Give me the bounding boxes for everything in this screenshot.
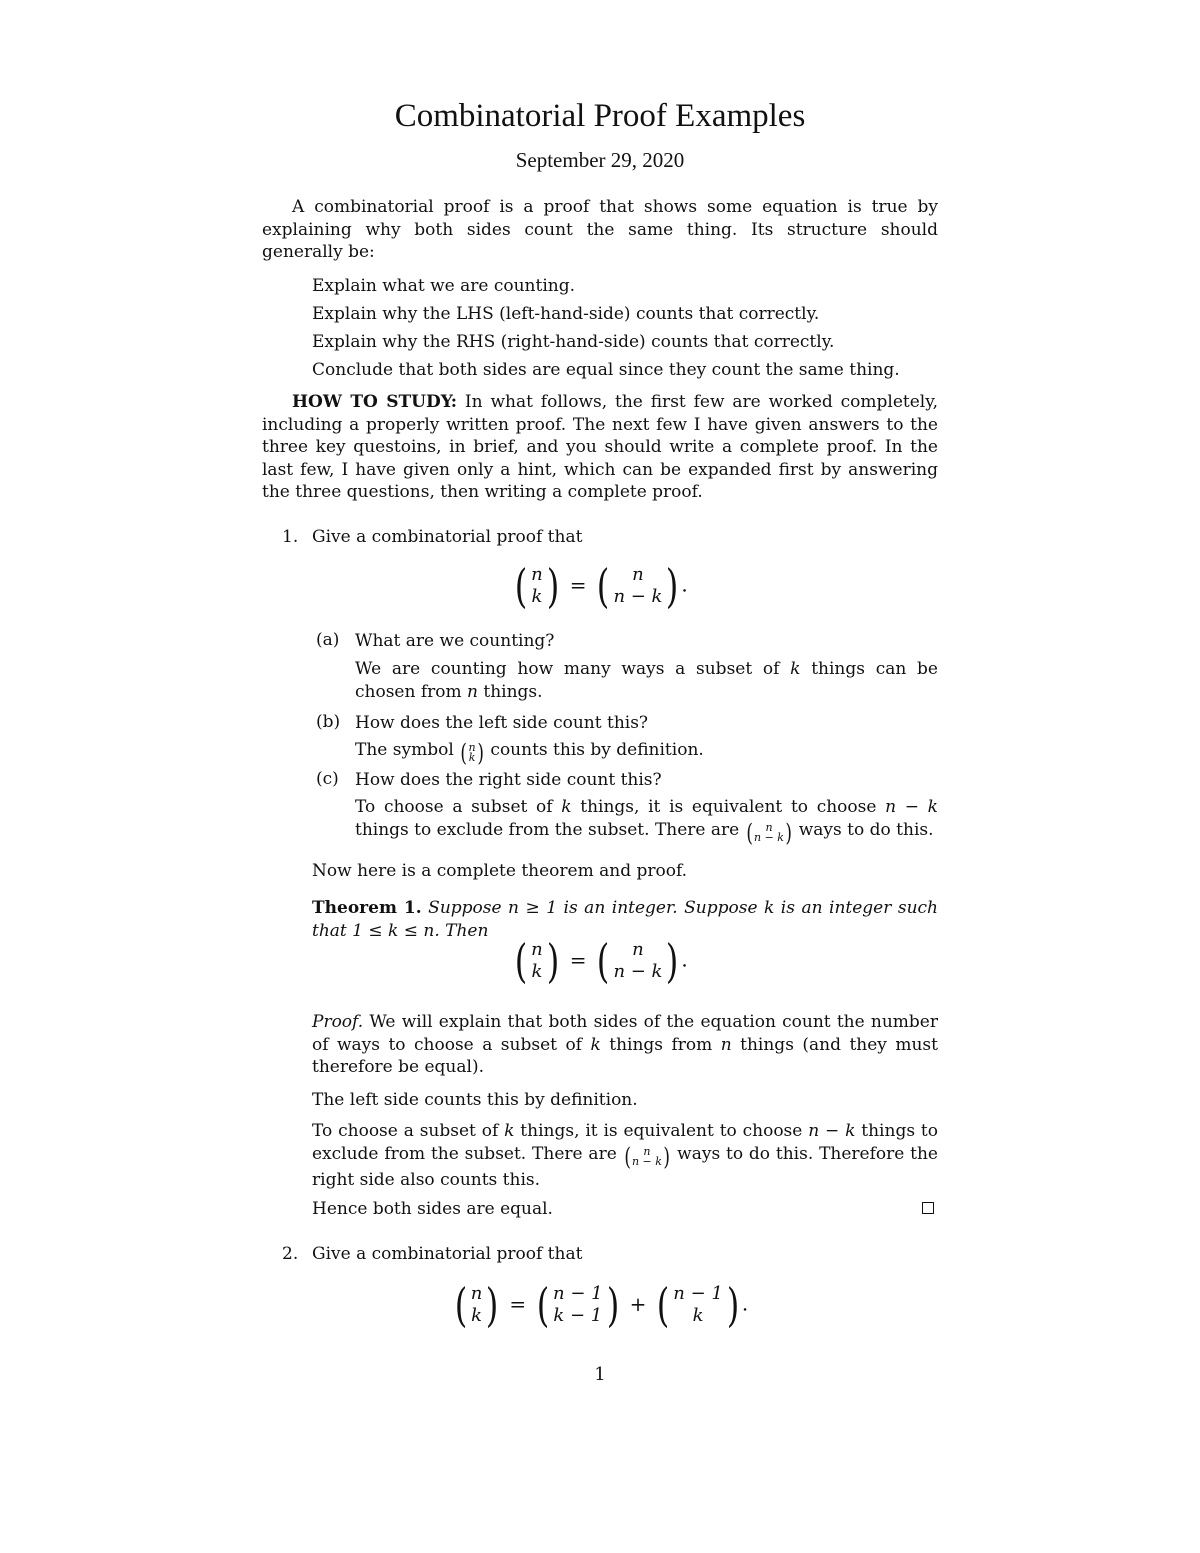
intro-text: A combinatorial proof is a proof that shows some equation is true by explaining why both sides count the same thing. Its structure should generally be:	[262, 197, 938, 262]
proof-structure-list	[312, 272, 938, 384]
equation-pascal: ( n k ) = ( n − 1 k − 1 ) + ( n − 1 k ) .	[0, 1282, 1200, 1328]
study-label: HOW TO STUDY:	[292, 392, 458, 412]
equals-sign: =	[509, 1291, 527, 1316]
study-text: In what follows, the first few are worked completely, including a properly written proof. The next few I have given answers to the three key questoins, in brief, and you should write a complete proof. In the last few, I have given only a hint, which can be expanded first by answering the three questions, then writing a complete proof.	[262, 392, 938, 502]
binom-n-k: ( n k )	[454, 1278, 499, 1332]
problem-number: 2.	[282, 1244, 299, 1264]
binom-n-k: ( n k )	[514, 934, 560, 988]
answer-c: To choose a subset of k things, it is equivalent to choose n − k things to exclude from the subset. There are ( n n − k ) ways to do this.	[355, 797, 938, 847]
binom-nm1-k: ( n − 1 k )	[657, 1278, 740, 1332]
subquestion-c-label: (c)	[316, 769, 339, 789]
equation-theorem: ( n k ) = ( n n − k ) .	[0, 938, 1200, 984]
proof-left-side: The left side counts this by definition.	[312, 1090, 638, 1110]
answer-a: We are counting how many ways a subset of k things can be chosen from n things.	[355, 659, 938, 702]
proof-paragraph: Proof. We will explain that both sides of the equation count the number of ways to choose a subset of k things from n things (and they must therefore be equal).	[312, 1012, 938, 1077]
document-title: Combinatorial Proof Examples	[394, 98, 806, 134]
intro-paragraph	[262, 196, 938, 264]
subquestion-a: What are we counting?	[355, 631, 555, 651]
equation-symmetry: ( n k ) = ( n n − k ) .	[0, 563, 1200, 609]
problem-prompt: Give a combinatorial proof that	[312, 1244, 583, 1264]
problem-number: 1.	[282, 527, 299, 547]
subquestion-b-label: (b)	[316, 712, 341, 732]
step-item: Conclude that both sides are equal since they count the same thing.	[312, 360, 900, 380]
transition-text: Now here is a complete theorem and proof.	[312, 861, 688, 881]
proof-conclusion: Hence both sides are equal.	[312, 1199, 553, 1219]
problem-1	[0, 526, 1200, 548]
inline-binom-n-nmk: ( n n − k )	[746, 818, 792, 847]
step-item: Explain what we are counting.	[312, 276, 576, 296]
binom-n-nmk: ( n n − k )	[597, 934, 679, 988]
equals-sign: =	[569, 947, 587, 972]
plus-sign: +	[629, 1291, 647, 1316]
theorem-1: Theorem 1. Suppose n ≥ 1 is an integer. Suppose k is an integer such that 1 ≤ k ≤ n. Then	[312, 898, 939, 941]
document-date: September 29, 2020	[515, 148, 685, 172]
equals-sign: =	[569, 572, 587, 597]
page-number: 1	[594, 1364, 606, 1385]
inline-binom-n-nmk: ( n n − k )	[624, 1142, 670, 1171]
problem-prompt: Give a combinatorial proof that	[312, 527, 583, 547]
inline-binom-n-k: ( n k )	[460, 739, 484, 767]
problem-2	[0, 1243, 1200, 1265]
binom-n-nmk: ( n n − k )	[597, 559, 679, 613]
answer-b: The symbol ( n k ) counts this by definition.	[355, 739, 704, 767]
binom-n-k: ( n k )	[514, 559, 560, 613]
study-paragraph	[262, 391, 938, 504]
step-item: Explain why the RHS (right-hand-side) counts that correctly.	[312, 332, 835, 352]
proof-right-side: To choose a subset of k things, it is equivalent to choose n − k things to exclude from the subset. There are ( n n − k ) ways to do this. Therefore the right side also counts this.	[312, 1121, 938, 1190]
subquestion-c: How does the right side count this?	[355, 770, 662, 790]
qed-square-icon	[922, 1202, 934, 1214]
subquestion-a-label: (a)	[316, 630, 340, 650]
subquestion-b: How does the left side count this?	[355, 713, 649, 733]
step-item: Explain why the LHS (left-hand-side) counts that correctly.	[312, 304, 820, 324]
binom-nm1-km1: ( n − 1 k − 1 )	[536, 1278, 619, 1332]
